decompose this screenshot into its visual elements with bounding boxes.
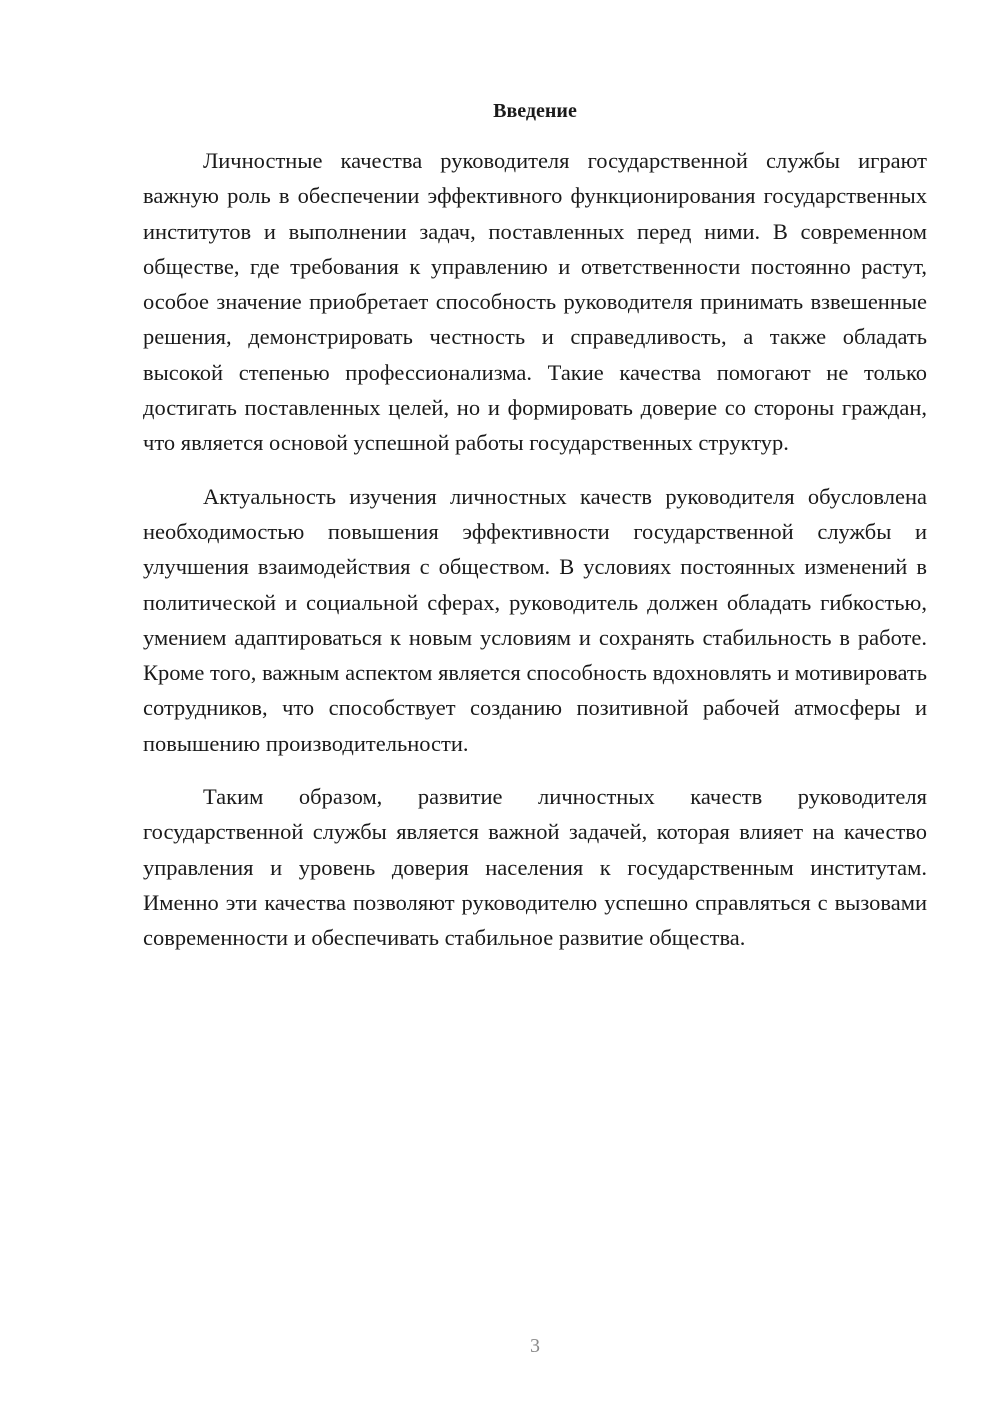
paragraph-3: Таким образом, развитие личностных качеств руководителя государственной службы является важной задачей, которая влияет на качество управления и уровень доверия населения к государственным институтам. Именно эти качества позволяют руководителю успешно справляться с вызовами современности и обеспечивать стабильное развитие общества. xyxy=(143,784,927,951)
document-body xyxy=(143,143,927,974)
page-number: 3 xyxy=(530,1335,540,1357)
paragraph-2: Актуальность изучения личностных качеств руководителя обусловлена необходимостью повышения эффективности государственной службы и улучшения взаимодействия с обществом. В условиях постоянных изменений в политической и социальной сферах, руководитель должен обладать гибкостью, умением адаптироваться к новым условиям и сохранять стабильность в работе. Кроме того, важным аспектом является способность вдохновлять и мотивировать сотрудников, что способствует созданию позитивной рабочей атмосферы и повышению производительности. xyxy=(143,483,927,756)
section-heading: Введение xyxy=(493,100,577,122)
paragraph-1: Личностные качества руководителя государственной службы играют важную роль в обеспечении эффективного функционирования государственных институтов и выполнении задач, поставленных перед ними. В современном обществе, где требования к управлению и ответственности постоянно растут, особое значение приобретает способность руководителя принимать взвешенные решения, демонстрировать честность и справедливость, а также обладать высокой степенью профессионализма. Такие качества помогают не только достигать поставленных целей, но и формировать доверие со стороны граждан, что является основой успешной работы государственных структур. xyxy=(143,148,927,456)
